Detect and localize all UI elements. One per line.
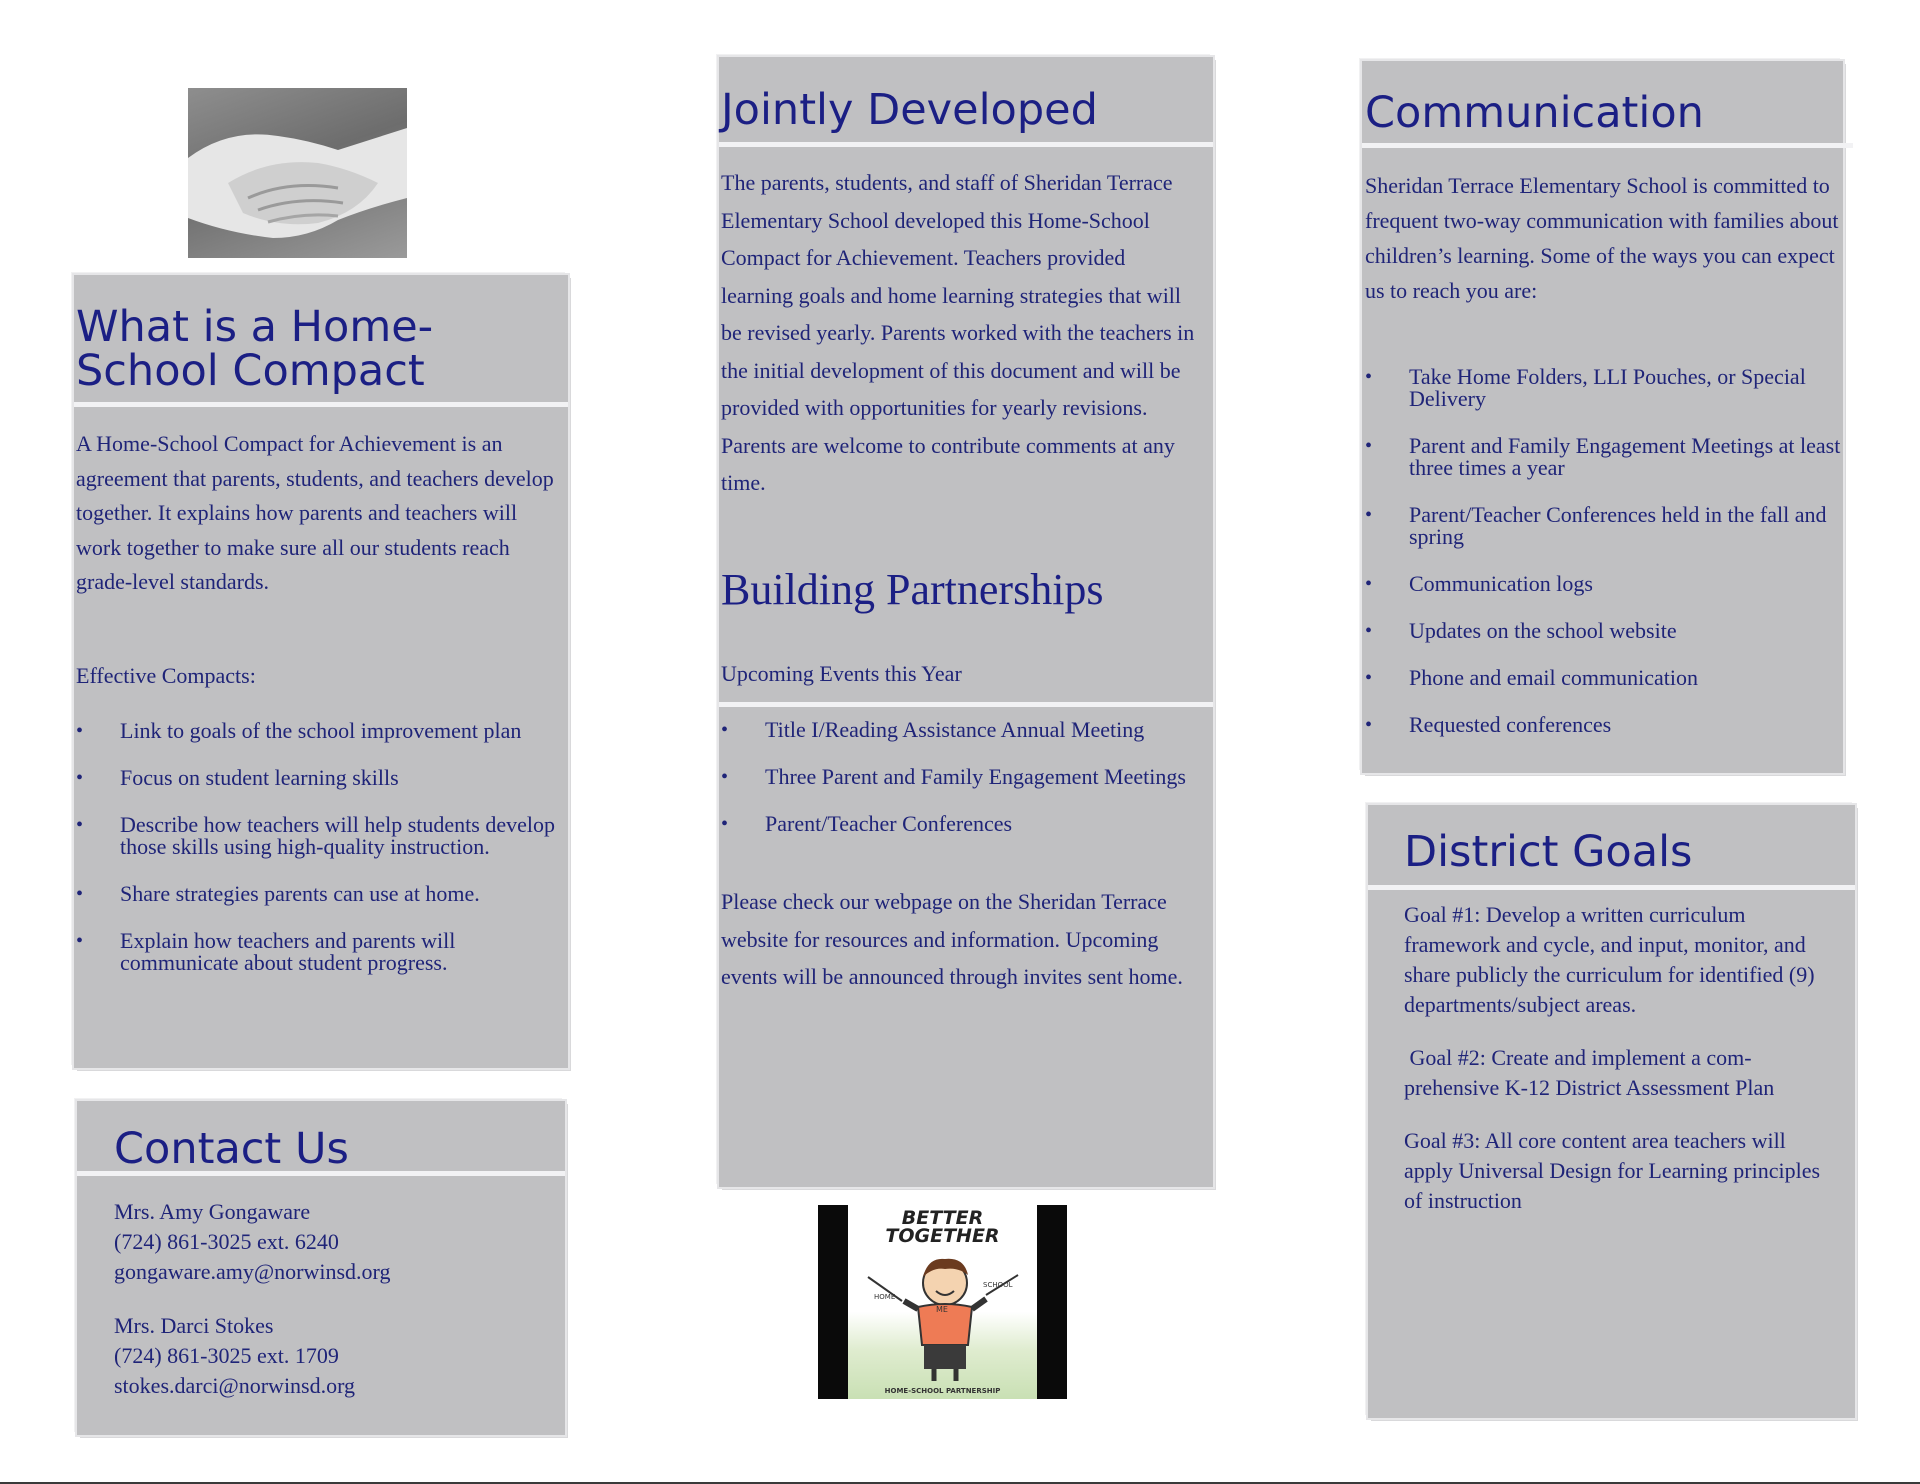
list-item: • Share strategies parents can use at home. <box>76 883 556 905</box>
list-item: • Updates on the school website <box>1365 620 1843 642</box>
list-item: • Title I/Reading Assistance Annual Meeting <box>721 719 1221 741</box>
contact-phone: (724) 861-3025 ext. 6240 <box>114 1229 339 1254</box>
together-label: TOGETHER <box>885 1225 1000 1247</box>
contact-title: Contact Us <box>114 1124 349 1174</box>
jointly-title: Jointly Developed <box>721 85 1098 135</box>
communication-panel <box>1362 61 1843 773</box>
compact-title: What is a Home-School Compact <box>76 302 434 396</box>
contact-name: Mrs. Darci Stokes <box>114 1313 274 1338</box>
home-label: HOME <box>874 1293 896 1301</box>
list-item: • Focus on student learning skills <box>76 767 556 789</box>
contact-header <box>77 1101 565 1176</box>
handshake-photo <box>188 88 407 258</box>
school-label: SCHOOL <box>983 1281 1013 1289</box>
contact-phone: (724) 861-3025 ext. 1709 <box>114 1343 339 1368</box>
partnership-caption: HOME-SCHOOL PARTNERSHIP <box>884 1387 1001 1395</box>
compact-list <box>76 720 556 999</box>
list-item: • Link to goals of the school improvement plan <box>76 720 556 742</box>
communication-paragraph: Sheridan Terrace Elementary School is committed to frequent two-way communication with families about children’s learning. Some of the ways you can expect us to reach you are: <box>1365 173 1839 303</box>
goal-item: Goal #2: Create and implement a com-prehensive K-12 District Assessment Plan <box>1404 1045 1775 1100</box>
jointly-panel <box>719 57 1213 1187</box>
child-illustration-icon <box>818 1205 1067 1399</box>
goal-item: Goal #3: All core content area teachers will apply Universal Design for Learning principles of instruction <box>1404 1128 1821 1213</box>
list-item: • Parent/Teacher Conferences held in the fall and spring <box>1365 504 1843 548</box>
partnerships-divider <box>719 702 1213 707</box>
partnerships-list <box>721 719 1221 860</box>
jointly-paragraph: The parents, students, and staff of Sheridan Terrace Elementary School developed this Home-School Compact for Achievement. Teachers provided learning goals and home learning strategies that will be revised yearly. Parents worked with the teachers in the initial development of this document and will be provided with opportunities for yearly revisions. Parents are welcome to contribute comments at any time. <box>721 170 1195 495</box>
contact-person-1 <box>114 1197 390 1287</box>
goals-panel <box>1368 805 1855 1418</box>
list-item: • Explain how teachers and parents will communicate about student progress. <box>76 930 556 974</box>
compact-panel <box>74 275 568 1068</box>
list-item: • Parent and Family Engagement Meetings at least three times a year <box>1365 435 1843 479</box>
better-label: BETTER <box>901 1207 984 1229</box>
compact-header <box>74 275 568 407</box>
goal-item: Goal #1: Develop a written curriculum framework and cycle, and input, monitor, and share publicly the curriculum for identified (9) departments/subject areas. <box>1404 902 1815 1017</box>
partnerships-paragraph: Please check our webpage on the Sheridan Terrace website for resources and information. Upcoming events will be announced through invites sent home. <box>721 889 1183 989</box>
contact-panel <box>77 1101 565 1435</box>
list-item: • Describe how teachers will help students develop those skills using high-quality instruction. <box>76 814 556 858</box>
me-label: ME <box>936 1305 948 1314</box>
contact-email[interactable]: stokes.darci@norwinsd.org <box>114 1373 356 1398</box>
contact-email[interactable]: gongaware.amy@norwinsd.org <box>114 1259 391 1284</box>
communication-list <box>1365 366 1843 761</box>
communication-header <box>1362 61 1853 148</box>
list-item: • Take Home Folders, LLI Pouches, or Special Delivery <box>1365 366 1843 410</box>
contact-person-2 <box>114 1311 355 1401</box>
compact-subhead: Effective Compacts: <box>76 663 256 688</box>
contact-name: Mrs. Amy Gongaware <box>114 1199 311 1224</box>
list-item: • Communication logs <box>1365 573 1843 595</box>
partnerships-subhead: Upcoming Events this Year <box>721 661 962 686</box>
list-item: • Phone and email communication <box>1365 667 1843 689</box>
goals-header <box>1368 805 1855 890</box>
jointly-header <box>719 57 1213 147</box>
goals-list <box>1404 900 1834 1216</box>
better-together-image <box>818 1205 1067 1399</box>
handshake-icon <box>188 88 407 258</box>
partnerships-title: Building Partnerships <box>721 565 1104 614</box>
list-item: • Requested conferences <box>1365 714 1843 736</box>
compact-paragraph: A Home-School Compact for Achievement is an agreement that parents, students, and teachers develop together. It explains how parents and teachers will work together to make sure all our students reach grade-level standards. <box>76 431 554 594</box>
list-item: • Parent/Teacher Conferences <box>721 813 1221 835</box>
goals-title: District Goals <box>1404 827 1693 877</box>
list-item: • Three Parent and Family Engagement Meetings <box>721 766 1221 788</box>
communication-title: Communication <box>1365 88 1704 138</box>
